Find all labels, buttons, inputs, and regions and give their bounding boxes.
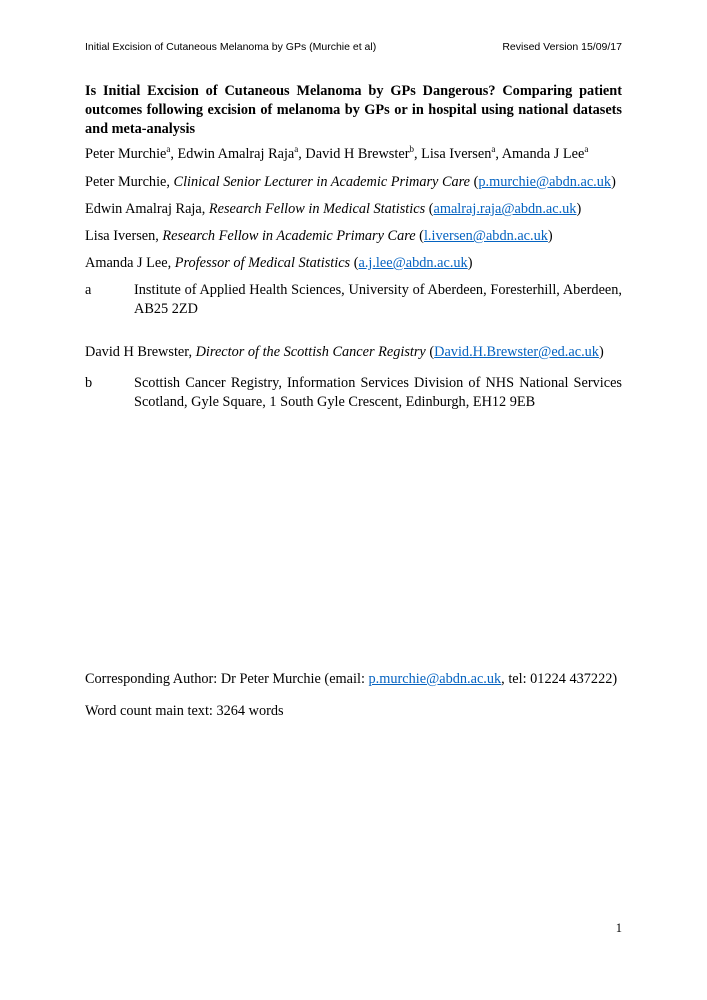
paren: ( [425, 344, 435, 360]
affiliation-a [85, 281, 622, 319]
author-name: Lisa Iversen [85, 228, 156, 244]
corresponding-prefix: Corresponding Author: Dr Peter Murchie (email: [85, 671, 369, 687]
affiliation-b [85, 374, 622, 412]
author-byline [85, 145, 622, 164]
author-role: Research Fellow in Medical Statistics [208, 201, 426, 217]
running-header-title: Initial Excision of Cutaneous Melanoma by GPs (Murchie et al) [85, 41, 377, 53]
affiliation-superscript: b [409, 144, 414, 155]
affiliation-superscript: a [294, 144, 299, 155]
separator: , [155, 228, 163, 244]
author-role: Clinical Senior Lecturer in Academic Primary Care [173, 174, 471, 190]
author-detail-line [85, 343, 622, 362]
separator: , [188, 344, 196, 360]
paren: ( [350, 255, 359, 271]
affiliation-superscript: a [491, 144, 496, 155]
author-name: Peter Murchie [85, 174, 167, 190]
affiliation-marker: a [85, 282, 92, 298]
corresponding-author-line [85, 670, 622, 689]
author-detail-line [85, 254, 622, 273]
paren: ) [611, 174, 616, 190]
byline-author: , Edwin Amalraj Raja [170, 146, 295, 162]
paren: ) [547, 228, 553, 244]
affiliation-superscript: a [584, 144, 589, 155]
paren: ) [576, 201, 582, 217]
byline-author: , Amanda J Lee [495, 146, 585, 162]
word-count-line: Word count main text: 3264 words [85, 703, 284, 719]
author-role: Director of the Scottish Cancer Registry [195, 344, 426, 360]
paren: ( [425, 201, 434, 217]
author-role: Research Fellow in Academic Primary Care [162, 228, 416, 244]
author-name: Edwin Amalraj Raja [85, 201, 202, 217]
author-role: Professor of Medical Statistics [174, 255, 351, 271]
corresponding-suffix: , tel: 01224 437222) [501, 671, 618, 687]
email-link[interactable]: p.murchie@abdn.ac.uk [368, 671, 502, 687]
author-detail-line [85, 200, 622, 219]
email-link[interactable]: l.iversen@abdn.ac.uk [423, 228, 548, 244]
page-header [85, 41, 622, 54]
paren: ) [598, 344, 604, 360]
separator: , [201, 201, 209, 217]
page-number: 1 [615, 921, 622, 935]
author-name: David H Brewster [85, 344, 189, 360]
email-link[interactable]: David.H.Brewster@ed.ac.uk [434, 344, 599, 360]
byline-author: Peter Murchie [85, 146, 167, 162]
revision-note: Revised Version 15/09/17 [502, 41, 622, 53]
byline-author: , Lisa Iversen [413, 146, 492, 162]
separator: , [166, 174, 174, 190]
document-body [85, 82, 622, 721]
email-link[interactable]: amalraj.raja@abdn.ac.uk [433, 201, 577, 217]
email-link[interactable]: a.j.lee@abdn.ac.uk [358, 255, 468, 271]
affiliation-text: Institute of Applied Health Sciences, University of Aberdeen, Foresterhill, Aberdeen, AB25 2ZD [134, 282, 622, 317]
author-detail-line [85, 227, 622, 246]
affiliation-text: Scottish Cancer Registry, Information Services Division of NHS National Services Scotland, Gyle Square, 1 South Gyle Crescent, Edinburgh, EH12 9EB [134, 375, 622, 410]
author-name: Amanda J Lee [85, 255, 168, 271]
affiliation-superscript: a [166, 144, 171, 155]
separator: , [167, 255, 175, 271]
author-detail-line [85, 173, 622, 192]
affiliation-marker: b [85, 375, 93, 391]
paren: ( [415, 228, 424, 244]
paren: ( [470, 174, 479, 190]
email-link[interactable]: p.murchie@abdn.ac.uk [478, 174, 612, 190]
paper-title: Is Initial Excision of Cutaneous Melanoma by GPs Dangerous? Comparing patient outcomes following excision of melanoma by GPs or in hospital using national datasets and meta-analysis [85, 83, 622, 137]
paren: ) [467, 255, 473, 271]
byline-author: , David H Brewster [298, 146, 410, 162]
